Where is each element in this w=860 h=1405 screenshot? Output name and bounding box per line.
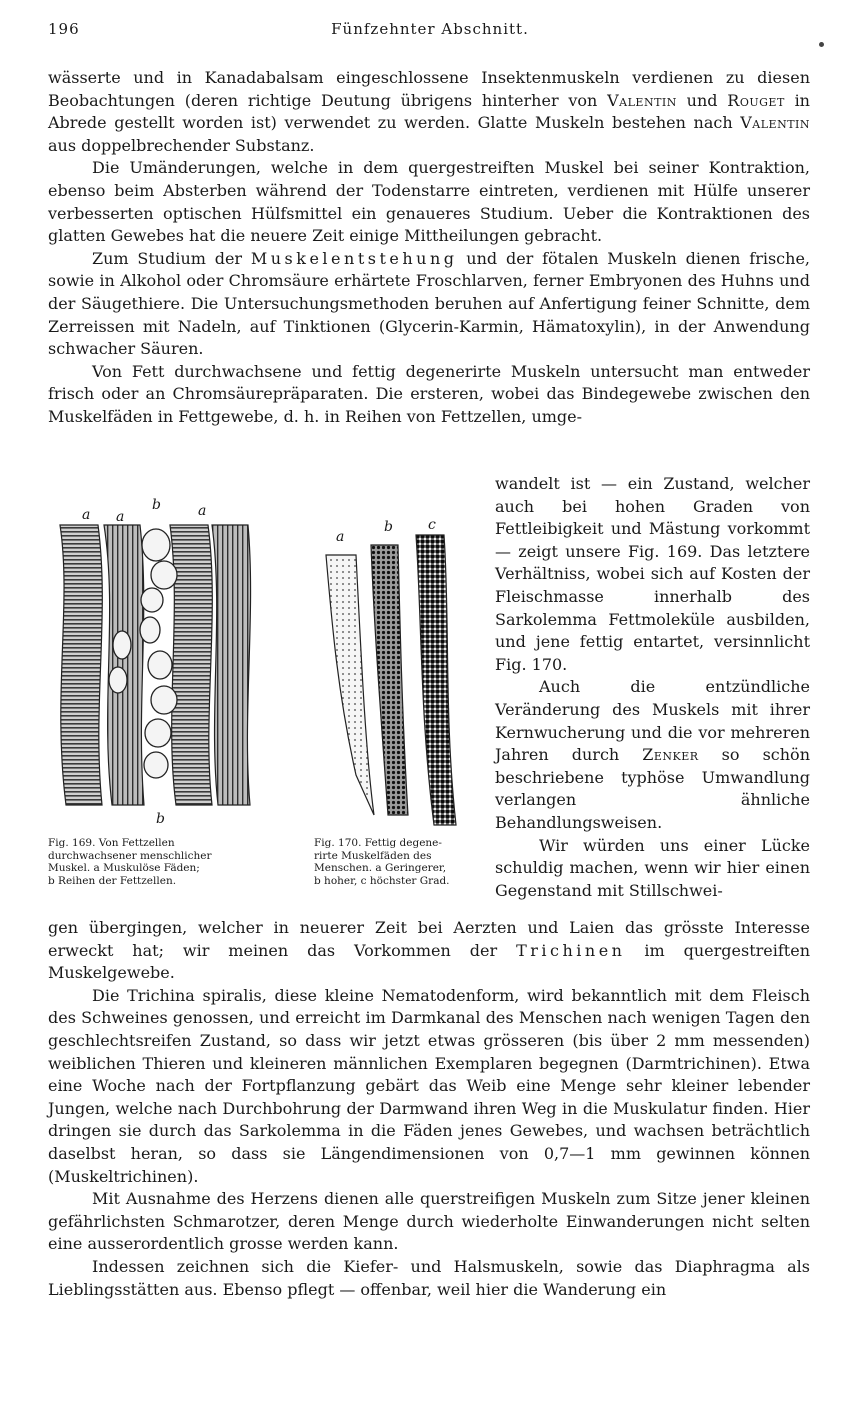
- paragraph: [48, 985, 810, 1188]
- fig170-label-b: b: [384, 519, 393, 535]
- emphasis-sp: Trichinen: [516, 940, 626, 960]
- text-run: Von Fett durchwachsene und fettig degenerirte Muskeln untersucht man entweder frisch oder an Chromsäurepräparaten. Die ersteren, wobei das Bindegewebe zwischen den Muskelfäden in Fettgewebe, d. h. in Reihen von Fettzellen, umge-: [48, 361, 810, 426]
- figure-170-caption: Fig. 170. Fettig degene- rirte Muskelfäden des Menschen. a Geringerer, b hoher, c höchster Grad.: [314, 837, 450, 887]
- muscle-fibre-1: [60, 525, 102, 805]
- text-run: wandelt ist — ein Zustand, welcher auch bei hohen Graden von Fettleibigkeit und Mästung vorkommt — zeigt unsere Fig. 169. Das letztere Verhältniss, wobei sich auf Kosten der Fleischmasse innerhalb des Sarkolemma Fettmoleküle ausbilden, und jene fettig entartet, versinnlicht Fig. 170.: [495, 474, 810, 674]
- text-run: Wir würden uns einer Lücke schuldig machen, wenn wir hier einen Gegenstand mit Stillschwei-: [495, 835, 810, 900]
- text-run: wässerte und in Kanadabalsam eingeschlossene Insektenmuskeln verdienen zu diesen Beobachtungen (deren richtige Deutung übrigens hinterher von: [48, 68, 810, 110]
- text-run: und: [676, 90, 728, 110]
- figure-170: [316, 515, 481, 835]
- paragraph: [48, 917, 810, 985]
- paragraph: [495, 473, 810, 676]
- figure-169-caption: Fig. 169. Von Fettzellen durchwachsener menschlicher Muskel. a Muskulöse Fäden; b Reihen der Fettzellen.: [48, 837, 212, 887]
- running-head: [48, 20, 812, 44]
- paragraph: [48, 361, 810, 429]
- text-run: aus doppelbrechender Substanz.: [48, 135, 315, 155]
- figure-170-illustration: [316, 515, 481, 835]
- text-run: Auch die entzündliche Veränderung des Muskels mit ihrer Kernwucherung und die vor mehreren Jahren durch: [495, 677, 810, 765]
- paragraph: [48, 1188, 810, 1256]
- figure-169: [52, 495, 257, 835]
- text-run: Mit Ausnahme des Herzens dienen alle querstreifigen Muskeln zum Sitze jener kleinen gefährlichsten Schmarotzer, deren Menge durch wiederholte Einwanderungen nicht selten eine ausserordentlich grosse werden kann.: [48, 1189, 810, 1254]
- text-run: Die Trichina spiralis, diese kleine Nematodenform, wird bekanntlich mit dem Fleisch des Schweines genossen, und erreicht im Darmkanal des Menschen nach wenigen Tagen den geschlechtsreifen Zustand, so dass wir jetzt etwas grösseren (bis über 2 mm messenden) weiblichen Thieren und kleineren männlichen Exemplaren begegnen (Darmtrichinen). Etwa eine Woche nach der Fortpflanzung gebärt das Weib eine Menge sehr kleiner lebender Jungen, welche nach Durchbohrung der Darmwand ihren Weg in die Muskulatur finden. Hier dringen sie durch das Sarkolemma in die Fäden jenes Gewebes, und wachsen beträchtlich daselbst heran, so dass sie Längendimensionen von 0,7—1 mm gewinnen können (Muskeltrichinen).: [48, 985, 810, 1186]
- figure-169-illustration: [52, 495, 257, 835]
- fig169-label-a1: a: [82, 507, 91, 523]
- top-text-block: [48, 67, 810, 429]
- fig169-label-b1: b: [152, 497, 161, 513]
- text-run: und der fötalen Muskeln dienen frische, sowie in Alkohol oder Chromsäure erhärtete Froschlarven, ferner Embryonen des Huhns und der Säugethiere. Die Untersuchungsmethoden beruhen auf Anfertigung feiner Schnitte, dem Zerreissen mit Nadeln, auf Tinktionen (Glycerin-Karmin, Hämatoxylin), in der Anwendung schwacher Säuren.: [48, 248, 810, 359]
- text-run: Zum Studium der: [92, 248, 251, 268]
- emphasis-sc: Zenker: [642, 745, 699, 765]
- text-run: Indessen zeichnen sich die Kiefer- und Halsmuskeln, sowie das Diaphragma als Lieblingsstätten aus. Ebenso pflegt — offenbar, weil hier die Wanderung ein: [48, 1256, 810, 1299]
- text-run: im quergestreiften Muskelgewebe.: [48, 940, 811, 983]
- paragraph: [48, 248, 810, 361]
- emphasis-sp: Muskelentstehung: [250, 248, 458, 268]
- section-title: Fünfzehnter Abschnitt.: [331, 20, 529, 38]
- paragraph: [48, 1256, 810, 1301]
- text-run: in Abrede gestellt worden ist) verwendet zu werden. Glatte Muskeln bestehen nach: [48, 90, 810, 133]
- page-number: 196: [48, 20, 80, 38]
- paragraph: [48, 67, 810, 157]
- fibre-b-high-degeneration: [371, 545, 408, 815]
- bottom-text-block: [48, 917, 810, 1301]
- emphasis-sc: Valentin: [740, 113, 810, 133]
- muscle-fibre-4: [212, 525, 251, 805]
- muscle-fibre-3: [170, 525, 212, 805]
- text-run: gen übergingen, welcher in neuerer Zeit bei Aerzten und Laien das grösste Interesse erweckt hat; wir meinen das Vorkommen der: [48, 918, 810, 960]
- fig169-label-a3: a: [198, 503, 207, 519]
- fibre-c-highest-degeneration: [416, 535, 456, 825]
- fig169-label-a2: a: [116, 509, 125, 525]
- paragraph: [48, 157, 810, 247]
- paragraph: [495, 676, 810, 834]
- emphasis-sc: Valentin: [607, 90, 677, 110]
- text-run: Die Umänderungen, welche in dem quergestreiften Muskel bei seiner Kontraktion, ebenso beim Absterben während der Todenstarre eintreten, verdienen mit Hülfe unserer verbesserten optischen Hülfsmittel ein genaueres Studium. Ueber die Kontraktionen des glatten Gewebes hat die neuere Zeit einige Mittheilungen gebracht.: [48, 158, 810, 246]
- ink-speck: [819, 42, 824, 47]
- fig170-label-a: a: [336, 529, 345, 545]
- paragraph: [495, 835, 810, 903]
- side-text-column: [495, 473, 810, 902]
- fig170-label-c: c: [428, 517, 436, 533]
- text-run: so schön beschriebene typhöse Umwandlung verlangen ähnliche Behandlungsweisen.: [495, 745, 810, 832]
- emphasis-sc: Rouget: [727, 90, 785, 110]
- fibre-a-low-degeneration: [326, 555, 374, 815]
- fig169-label-b2: b: [156, 811, 165, 827]
- muscle-fibre-2: [104, 525, 144, 805]
